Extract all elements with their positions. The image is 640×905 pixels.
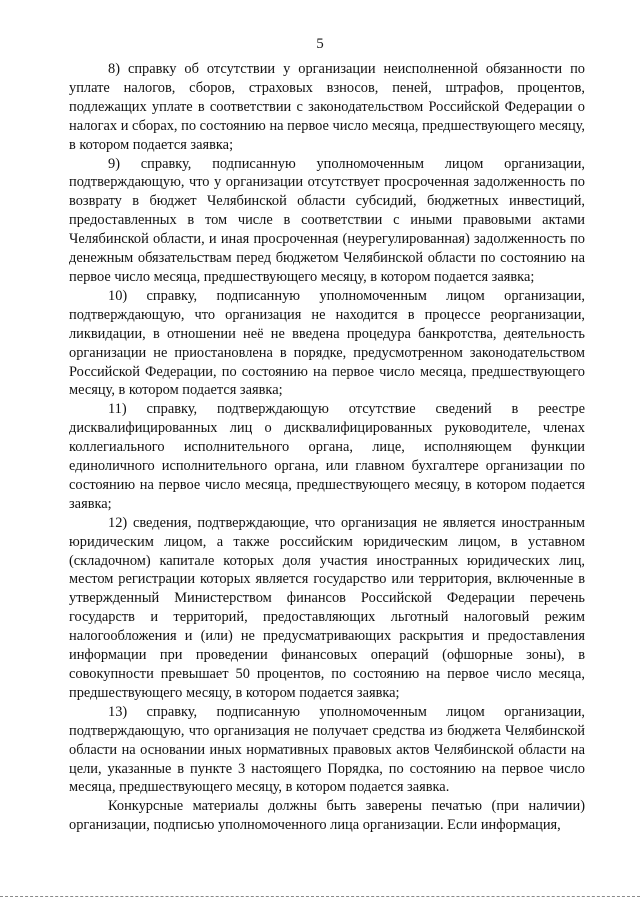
- page-number: 5: [316, 36, 324, 52]
- paragraph-item-9: 9) справку, подписанную уполномоченным лицом организации, подтверждающую, что у организации отсутствует просроченная задолженность по возврату в бюджет Челябинской области субсидий, бюджетных инвестиций, предоставленных в том числе в соответствии с иными правовыми актами Челябинской области, и иная просроченная (неурегулированная) задолженность по денежным обязательствам перед бюджетом Челябинской области по состоянию на первое число месяца, предшествующего месяцу, в котором подается заявка;: [69, 155, 585, 285]
- paragraph-item-11: 11) справку, подтверждающую отсутствие сведений в реестре дисквалифицированных лиц о дисквалифицированных руководителе, членах коллегиального исполнительного органа, лице, исполняющем функции единоличного исполнительного органа, или главном бухгалтере организации по состоянию на первое число месяца, предшествующего месяцу, в котором подается заявка;: [69, 401, 585, 512]
- paragraph-item-12: 12) сведения, подтверждающие, что организация не является иностранным юридическим лицом, а также российским юридическим лицом, в уставном (складочном) капитале которых доля участия иностранных юридических лиц, местом регистрации которых является государство или территория, включенные в утвержденный Министерством финансов Российской Федерации перечень государств и территорий, предоставляющих льготный налоговый режим налогообложения и (или) не предусматривающих раскрытия и предоставления информации при проведении финансовых операций (офшорные зоны), в совокупности превышает 50 процентов, по состоянию на первое число месяца, предшествующего месяцу, в котором подается заявка;: [69, 514, 585, 701]
- paragraph-item-10: 10) справку, подписанную уполномоченным лицом организации, подтверждающую, что организация не находится в процессе реорганизации, ликвидации, в отношении неё не введена процедура банкротства, деятельность организации не приостановлена в порядке, предусмотренном законодательством Российской Федерации, по состоянию на первое число месяца, предшествующего месяцу, в котором подается заявка;: [69, 287, 585, 399]
- document-body: [69, 60, 585, 835]
- paragraph-item-8: 8) справку об отсутствии у организации неисполненной обязанности по уплате налогов, сборов, страховых взносов, пеней, штрафов, процентов, подлежащих уплате в соответствии с законодательством Российской Федерации о налогах и сборах, по состоянию на первое число месяца, предшествующего месяцу, в котором подается заявка;: [69, 61, 585, 153]
- scan-edge-divider: [0, 896, 640, 897]
- paragraph-item-13: 13) справку, подписанную уполномоченным лицом организации, подтверждающую, что организация не получает средства из бюджета Челябинской области на основании иных нормативных правовых актов Челябинской области на цели, указанные в пункте 3 настоящего Порядка, по состоянию на первое число месяца, предшествующего месяцу, в котором подается заявка.: [69, 703, 585, 796]
- paragraph-competition-materials: Конкурсные материалы должны быть заверены печатью (при наличии) организации, подписью уполномоченного лица организации. Если информация,: [69, 798, 585, 834]
